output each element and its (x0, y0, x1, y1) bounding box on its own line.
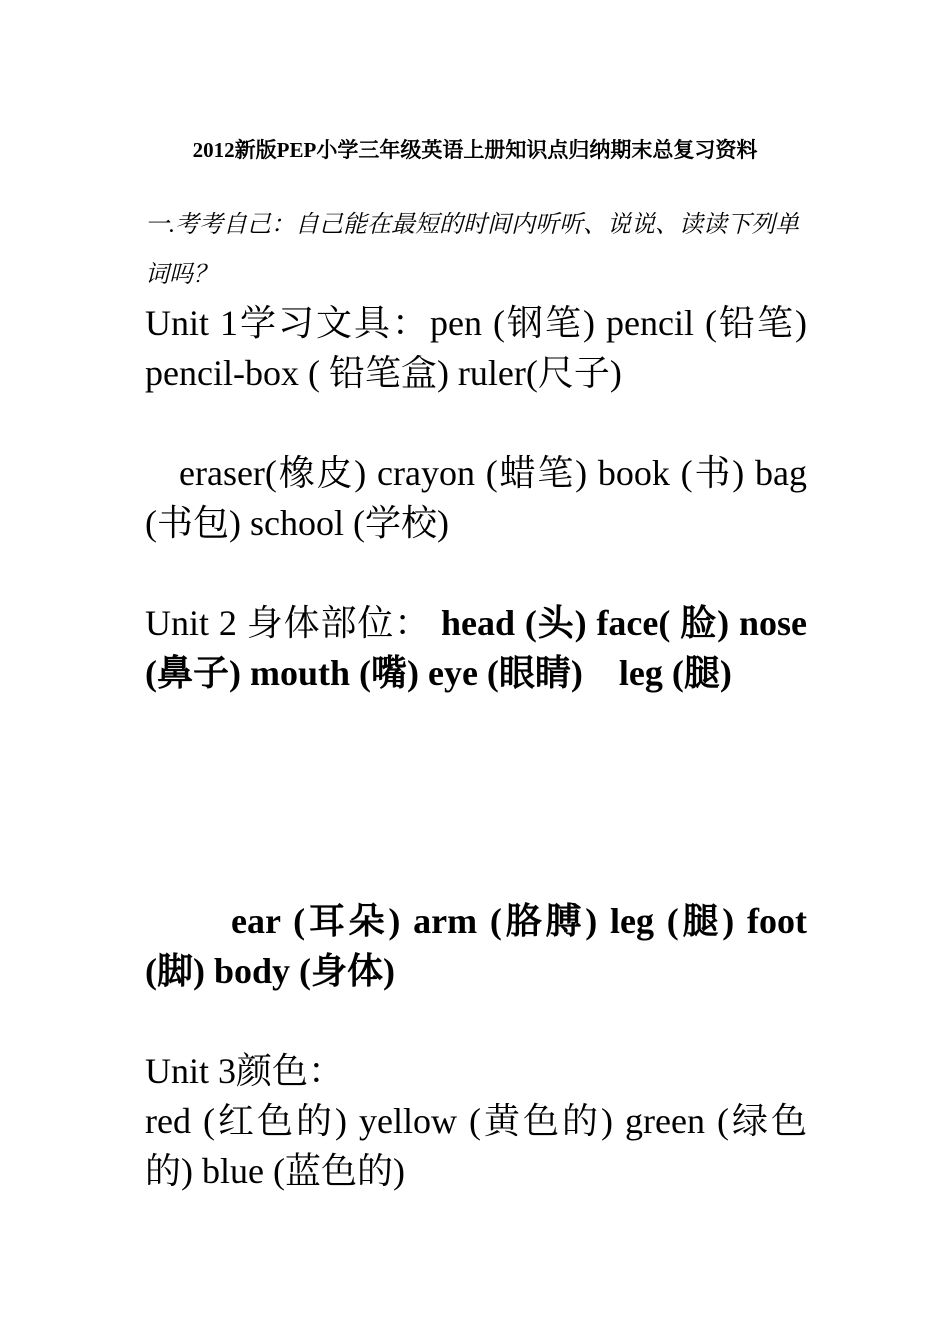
intro-question: 一.考考自己：自己能在最短的时间内听听、说说、读读下列单词吗？ (145, 212, 799, 288)
unit2-heading: Unit 2 身体部位： (145, 603, 432, 643)
unit3-heading: Unit 3颜色： (145, 1051, 345, 1091)
unit1-vocab-line-2: eraser(橡皮) crayon (蜡笔) book (书) bag (书包) school (学校) (145, 453, 807, 543)
unit1-vocab-line-1: Unit 1学习文具：pen (钢笔) pencil (铅笔) pencil-box ( 铅笔盒) ruler(尺子) (145, 303, 807, 393)
document-title: 2012新版PEP小学三年级英语上册知识点归纳期末总复习资料 (192, 138, 758, 162)
unit2-vocab-line-1 (145, 598, 807, 698)
unit2-vocab-line-2: ear (耳朵) arm (胳膊) leg (腿) foot (脚) body (身体) (145, 901, 807, 991)
unit2-words: head (头) face( 脸) nose (鼻子) mouth (嘴) eye (眼睛) leg (腿) (145, 603, 807, 693)
unit3-vocab-line-1: red (红色的) yellow (黄色的) green (绿色的) blue (蓝色的) (145, 1101, 807, 1191)
